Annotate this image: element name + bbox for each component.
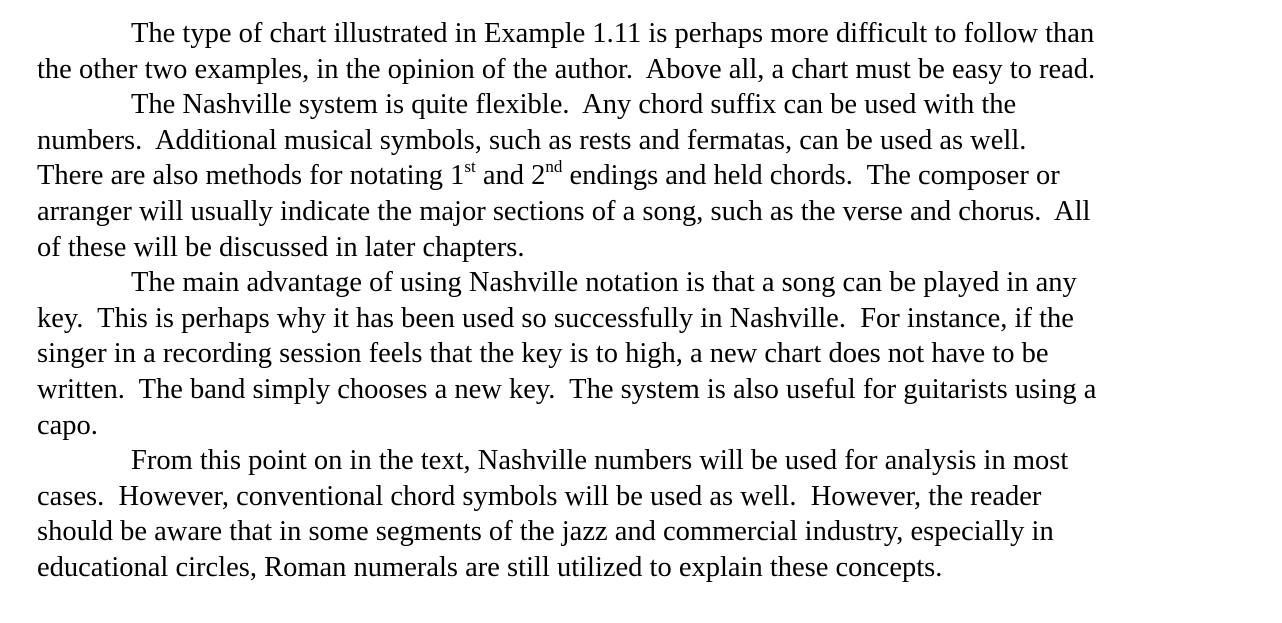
text-line-endings [37,158,1212,194]
text-line: The main advantage of using Nashville notation is that a song can be played in any [131,267,1077,299]
endings-prefix: There are also methods for notating 1 [37,160,465,192]
text-line: key. This is perhaps why it has been used so successfully in Nashville. For instance, if the [37,302,1074,334]
text-line: written. The band simply chooses a new key. The system is also useful for guitarists using a [37,373,1097,405]
text-line: arranger will usually indicate the major sections of a song, such as the verse and chorus. All [37,195,1091,227]
text-line: numbers. Additional musical symbols, such as rests and fermatas, can be used as well. [37,124,1027,156]
second-ending-superscript: nd [545,156,563,176]
document-page [37,16,1212,586]
first-ending-superscript: st [464,156,476,176]
text-line: educational circles, Roman numerals are still utilized to explain these concepts. [37,551,943,583]
paragraph-chart-difficulty [37,16,1212,87]
paragraph-analysis-approach [37,443,1212,585]
text-line: the other two examples, in the opinion of the author. Above all, a chart must be easy to read. [37,53,1096,85]
paragraph-main-advantage [37,265,1212,443]
endings-middle: and 2 [475,160,546,192]
endings-suffix: endings and held chords. The composer or [562,160,1060,192]
text-line: The type of chart illustrated in Example 1.11 is perhaps more difficult to follow than [131,18,1095,49]
text-line: singer in a recording session feels that the key is to high, a new chart does not have to be [37,338,1049,370]
text-line: should be aware that in some segments of the jazz and commercial industry, especially in [37,516,1054,548]
text-line: capo. [37,409,98,441]
text-line: The Nashville system is quite flexible. Any chord suffix can be used with the [131,89,1017,121]
text-line: of these will be discussed in later chapters. [37,231,525,263]
text-line: From this point on in the text, Nashville numbers will be used for analysis in most [131,445,1069,477]
paragraph-nashville-flexible [37,87,1212,265]
text-line: cases. However, conventional chord symbols will be used as well. However, the reader [37,480,1042,512]
